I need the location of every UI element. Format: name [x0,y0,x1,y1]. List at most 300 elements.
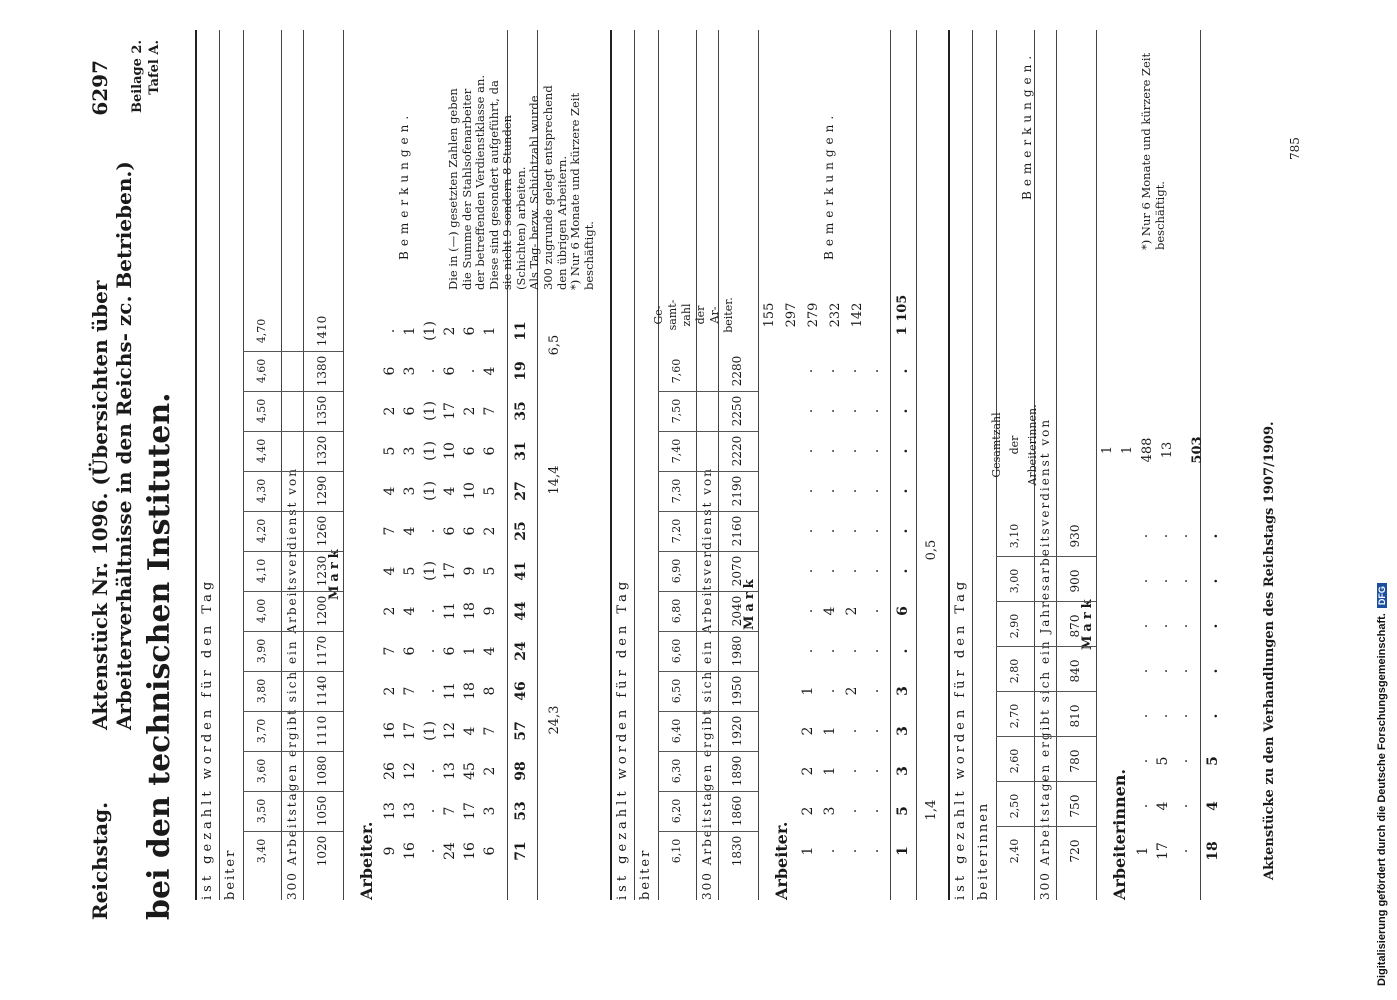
note-line: *) Nur 6 Monate und kürzere Zeit [568,92,583,290]
data-cell: 4 [382,486,398,496]
earnings-cell: 720 [1068,839,1082,863]
data-cell: 4 [482,366,498,376]
column-rule [243,551,343,552]
data-cell: 1 [462,646,478,656]
data-cell: . [422,848,438,854]
total-cell: . [1205,668,1221,674]
earnings-cell: 810 [1068,704,1082,728]
data-cell: 8 [482,686,498,696]
column-rule [243,631,343,632]
data-cell: . [844,848,860,854]
rate-cell: 7,50 [670,398,683,424]
note-line: sie nicht 9 sondern 8 Stunden [500,114,515,290]
rate-cell: 2,70 [1008,703,1021,729]
data-cell: 4 [1155,801,1171,811]
data-cell: . [1155,713,1171,719]
data-cell: . [1155,578,1171,584]
column-rule [996,736,1096,737]
rate-cell: 2,40 [1008,838,1021,864]
data-cell: 6 [402,646,418,656]
data-cell: 17 [462,802,478,820]
data-cell: . [422,648,438,654]
total-cell: . [895,568,911,574]
data-cell: 7 [402,686,418,696]
data-cell: 26 [382,762,398,780]
rate-cell: 6,80 [670,598,683,624]
data-cell: 17 [402,722,418,740]
beilage-label [130,40,164,140]
data-cell: . [1135,623,1151,629]
earnings-cell: 1170 [315,635,329,667]
data-cell: . [822,368,838,374]
data-cell: . [422,368,438,374]
rate-cell: 6,40 [670,718,683,744]
earnings-caption: 300 Arbeitstagen ergibt sich ein Arbeitsverdienst von [700,467,714,900]
column-rule [658,711,758,712]
column-rule [996,601,1096,602]
data-cell: (1) [422,481,438,501]
column-rule [996,781,1096,782]
data-cell: 17 [1155,842,1171,860]
rate-cell: 6,20 [670,798,683,824]
rate-cell: 7,30 [670,478,683,504]
gesamt-value: 279 [806,302,821,328]
data-cell: 6 [482,446,498,456]
earnings-cell: 900 [1068,569,1082,593]
earnings-cell: 1080 [315,755,329,787]
column-rule [243,511,343,512]
rate-cell: 4,70 [255,318,268,344]
rate-cell: 6,50 [670,678,683,704]
column-rule [658,391,758,392]
rate-cell: 4,50 [255,398,268,424]
rate-cell: 4,00 [255,598,268,624]
gesamt-value: 488 [1140,437,1155,463]
rate-cell: 4,30 [255,478,268,504]
section-label: Arbeiterinnen. [1110,768,1129,900]
data-cell: 13 [442,762,458,780]
data-cell: 11 [442,602,458,620]
total-cell: 53 [513,801,529,821]
data-cell: . [1135,713,1151,719]
data-cell: . [844,648,860,654]
rate-cell: 3,60 [255,758,268,784]
total-cell: 31 [513,441,529,461]
section-2-table [610,30,942,900]
data-cell: 2 [482,526,498,536]
rate-cell: 3,50 [255,798,268,824]
section-3-table [948,30,1220,900]
total-cell: 46 [513,681,529,701]
note-line: beschäftigt. [581,221,596,290]
gesamt-header-line: beiter. [722,297,735,333]
data-cell: 9 [382,846,398,856]
data-cell: . [1135,668,1151,674]
data-cell: 24 [442,842,458,860]
gesamt-total: 1 105 [895,294,910,336]
footer-text: Aktenstücke zu den Verhandlungen des Reichstags 1907/1909. [1262,421,1277,880]
data-cell: 6 [442,366,458,376]
rate-cell: 6,10 [670,838,683,864]
column-rule [658,751,758,752]
data-cell: . [800,408,816,414]
earnings-cell: 870 [1068,614,1082,638]
data-cell: . [866,648,882,654]
data-cell: . [844,808,860,814]
earnings-cell: 2070 [730,555,744,587]
total-cell: 3 [895,726,911,736]
earnings-cell: 1860 [730,795,744,827]
data-cell: 2 [382,406,398,416]
gesamt-header-line: der [694,305,707,325]
earnings-cell: 1380 [315,355,329,387]
data-cell: (1) [422,441,438,461]
data-cell: 6 [462,526,478,536]
mark-label: Mark [327,545,342,600]
average-value: 0,5 [924,539,939,561]
section-1-table [195,30,596,900]
data-cell: (1) [422,561,438,581]
rate-cell: 7,20 [670,518,683,544]
data-cell: 10 [442,442,458,460]
data-cell: 9 [462,566,478,576]
earnings-cell: 1050 [315,795,329,827]
data-cell: 4 [822,606,838,616]
data-cell: 7 [482,406,498,416]
remarks-title: Bemerkungen. [397,110,411,260]
data-cell: . [1135,533,1151,539]
rate-cell: 7,40 [670,438,683,464]
data-cell: 1 [1135,846,1151,856]
total-cell: 11 [513,321,529,341]
total-cell: 25 [513,521,529,541]
data-cell: . [866,448,882,454]
rate-cell: 3,00 [1008,568,1021,594]
data-cell: . [844,568,860,574]
earnings-cell: 1020 [315,835,329,867]
data-cell: . [822,648,838,654]
data-cell: . [822,688,838,694]
data-cell: 16 [402,842,418,860]
total-cell: 27 [513,481,529,501]
data-cell: 1 [800,686,816,696]
gesamt-header-line: samt- [666,299,679,331]
data-cell: 17 [442,562,458,580]
rate-cell: 6,90 [670,558,683,584]
data-cell: 7 [382,526,398,536]
gesamt-total: 503 [1190,436,1205,464]
caption-beiter: beiter [223,848,238,900]
data-cell: . [866,848,882,854]
column-rule [243,471,343,472]
data-cell: . [866,728,882,734]
section-label: Arbeiter. [772,821,791,900]
remarks-title: Bemerkungen. [822,110,836,260]
data-cell: 2 [800,726,816,736]
data-cell: . [422,528,438,534]
earnings-cell: 1350 [315,395,329,427]
gesamt-header-line: zahl [680,303,693,327]
data-cell: 1 [822,726,838,736]
total-cell: . [1205,533,1221,539]
earnings-cell: 1200 [315,595,329,627]
total-cell: 44 [513,601,529,621]
column-rule [243,831,343,832]
earnings-cell: 2190 [730,475,744,507]
data-cell: 5 [482,486,498,496]
data-cell: 4 [462,726,478,736]
earnings-cell: 2280 [730,355,744,387]
data-cell: . [1175,848,1191,854]
data-cell: 1 [800,846,816,856]
remarks-notes [447,40,596,290]
rate-cell: 2,80 [1008,658,1021,684]
average-value: 1,4 [924,799,939,821]
caption-top: ist gezahlt worden für den Tag [200,577,215,900]
data-cell: . [822,568,838,574]
total-cell: . [895,408,911,414]
data-cell: 2 [382,606,398,616]
data-cell: . [800,488,816,494]
remarks-title: Bemerkungen. [1020,50,1034,200]
column-rule [658,471,758,472]
data-cell: . [822,448,838,454]
data-cell: . [866,488,882,494]
data-cell: (1) [422,721,438,741]
data-cell: (1) [422,401,438,421]
total-cell: . [895,448,911,454]
caption-top: ist gezahlt worden für den Tag [615,577,630,900]
data-cell: 2 [800,766,816,776]
data-cell: 3 [402,446,418,456]
data-cell: . [800,568,816,574]
earnings-cell: 2160 [730,515,744,547]
note-line: der betreffenden Verdienstklasse an. [473,74,488,290]
column-rule [243,351,343,352]
data-cell: . [462,368,478,374]
rate-cell: 4,40 [255,438,268,464]
earnings-cell: 1830 [730,835,744,867]
data-cell: . [822,488,838,494]
data-cell: . [1155,668,1171,674]
average-value: 6,5 [547,334,562,356]
data-cell: (1) [422,321,438,341]
earnings-cell: 750 [1068,794,1082,818]
data-cell: 45 [462,762,478,780]
data-cell: 5 [482,566,498,576]
total-cell: 35 [513,401,529,421]
total-cell: 4 [1205,801,1221,811]
earnings-cell: 1980 [730,635,744,667]
data-cell: . [1175,758,1191,764]
total-cell: . [895,528,911,534]
data-cell: . [1175,623,1191,629]
data-cell: 6 [482,846,498,856]
earnings-cell: 1410 [315,315,329,347]
data-cell: 2 [442,326,458,336]
data-cell: . [1135,578,1151,584]
total-cell: 18 [1205,841,1221,861]
average-value: 24,3 [547,705,562,735]
total-cell: . [1205,623,1221,629]
column-rule [996,826,1096,827]
data-cell: . [866,568,882,574]
caption-beiter: beiter [638,848,653,900]
data-cell: 3 [402,366,418,376]
earnings-cell: 2250 [730,395,744,427]
column-rule [658,831,758,832]
earnings-cell: 1920 [730,715,744,747]
note-line: (Schichten) arbeiten. [513,166,528,290]
earnings-caption: 300 Arbeitstagen ergibt sich ein Jahresarbeitsverdienst von [1038,417,1052,900]
column-rule [996,646,1096,647]
rate-cell: 3,90 [255,638,268,664]
data-cell: . [1135,758,1151,764]
column-rule [243,711,343,712]
rate-cell: 7,60 [670,358,683,384]
data-cell: . [866,408,882,414]
beilage-line: Beilage 2. [130,40,145,114]
data-cell: 18 [462,682,478,700]
rate-cell: 2,50 [1008,793,1021,819]
data-cell: 4 [482,646,498,656]
rate-cell: 2,90 [1008,613,1021,639]
data-cell: . [866,528,882,534]
note-line: Die in (—) gesetzten Zahlen geben [446,88,460,290]
note-line: Diese sind gesondert aufgeführt, da [486,80,501,290]
data-cell: 2 [844,686,860,696]
earnings-cell: 1260 [315,515,329,547]
data-cell: . [1135,803,1151,809]
rate-cell: 6,60 [670,638,683,664]
header-title: Aktenstück Nr. 1096. (Übersichten über Arbeiterverhältnisse in den Reichs- zc. Betrieben.) [88,161,136,730]
gesamt-value: 232 [828,302,843,328]
data-cell: 6 [442,526,458,536]
data-cell: . [422,808,438,814]
data-cell: 4 [402,606,418,616]
note-line: 300 zugrunde gelegt entsprechend [540,85,555,290]
data-cell: 11 [442,682,458,700]
gesamt-header-line: Arbeiterinnen. [1026,404,1039,486]
data-cell: 13 [402,802,418,820]
header-page-number: 6297 [88,60,112,116]
gesamt-value: 142 [850,302,865,328]
note-line: Als Tag- bezw. Schichtzahl wurde [527,95,542,290]
column-rule [996,691,1096,692]
mark-label: Mark [1080,595,1095,650]
total-cell: 19 [513,361,529,381]
earnings-cell: 2220 [730,435,744,467]
data-cell: . [822,848,838,854]
rate-cell: 4,20 [255,518,268,544]
data-cell: . [1155,623,1171,629]
data-cell: . [822,408,838,414]
total-cell: 1 [895,846,911,856]
data-cell: . [1155,533,1171,539]
rate-cell: 4,10 [255,558,268,584]
data-cell: . [800,368,816,374]
data-cell: 6 [462,446,478,456]
caption-top: ist gezahlt worden für den Tag [953,577,968,900]
earnings-cell: 1320 [315,435,329,467]
rate-cell: 3,10 [1008,523,1021,549]
data-cell: 6 [462,326,478,336]
data-cell: . [422,608,438,614]
total-cell: . [1205,713,1221,719]
data-cell: 6 [382,366,398,376]
rate-cell: 4,60 [255,358,268,384]
data-cell: 9 [482,606,498,616]
data-cell: 7 [382,646,398,656]
data-cell: . [844,408,860,414]
rate-cell: 2,60 [1008,748,1021,774]
earnings-cell: 930 [1068,524,1082,548]
gesamt-value: 297 [784,302,799,328]
earnings-cell: 780 [1068,749,1082,773]
column-rule [658,671,758,672]
data-cell: 4 [382,566,398,576]
gesamt-header-line: Ge- [652,305,665,325]
total-cell: 5 [895,806,911,816]
column-rule [996,556,1096,557]
column-rule [658,791,758,792]
data-cell: . [800,648,816,654]
total-cell: . [895,368,911,374]
data-cell: . [866,808,882,814]
data-cell: 2 [800,806,816,816]
earnings-cell: 1890 [730,755,744,787]
note-line: den übrigen Arbeitern. [554,155,569,290]
data-cell: 7 [482,726,498,736]
data-cell: . [866,688,882,694]
data-cell: . [422,688,438,694]
earnings-cell: 1110 [315,715,329,747]
header-label: Reichstag. [88,801,112,920]
data-cell: 17 [442,402,458,420]
data-cell: 1 [822,766,838,776]
data-cell: . [800,448,816,454]
earnings-cell: 2040 [730,595,744,627]
data-cell: 4 [442,486,458,496]
page-bottom-number: 785 [1288,137,1302,160]
earnings-cell: 1140 [315,675,329,707]
column-rule [243,791,343,792]
data-cell: 2 [482,766,498,776]
data-cell: . [422,768,438,774]
gesamt-value: 1 [1120,445,1135,455]
earnings-cell: 1290 [315,475,329,507]
rate-cell: 6,30 [670,758,683,784]
data-cell: 3 [482,806,498,816]
column-rule [658,511,758,512]
dfg-logo: DFG [1377,583,1387,608]
mark-label: Mark [742,575,757,630]
data-cell: . [800,608,816,614]
data-cell: . [844,768,860,774]
column-rule [658,551,758,552]
data-cell: . [844,448,860,454]
data-cell: . [822,528,838,534]
gesamt-value: 1 [1100,445,1115,455]
data-cell: . [1175,668,1191,674]
data-cell: 16 [382,722,398,740]
data-cell: 4 [402,526,418,536]
data-cell: 12 [442,722,458,740]
column-rule [243,591,343,592]
gesamt-header-line: Ar- [708,306,721,324]
total-cell: 57 [513,721,529,741]
column-rule [243,671,343,672]
